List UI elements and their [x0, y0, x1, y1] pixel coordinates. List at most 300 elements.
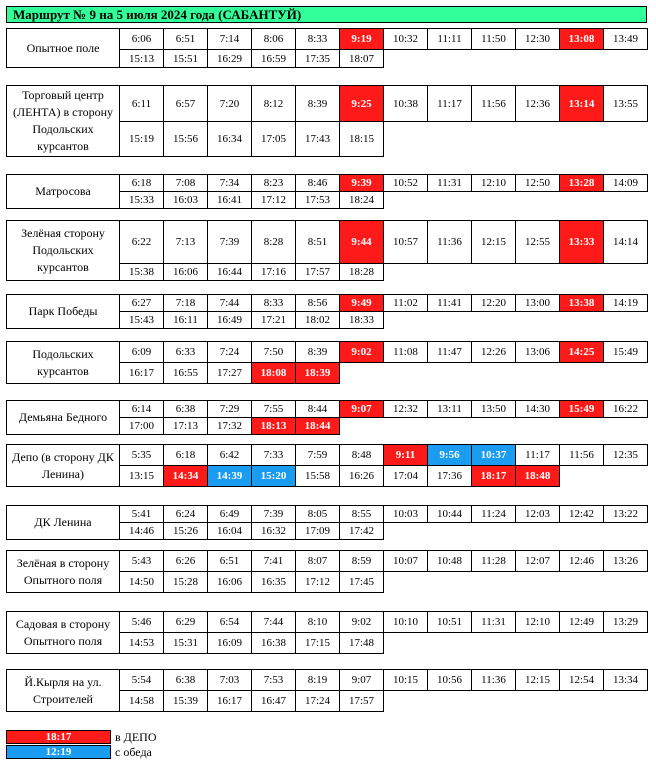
time-cell: 11:11	[428, 29, 472, 50]
time-cell: 6:24	[164, 506, 208, 523]
time-cell: 11:56	[472, 86, 516, 122]
empty-cell	[604, 523, 648, 540]
time-cell: 18:28	[340, 264, 384, 281]
time-cell: 9:56	[428, 445, 472, 466]
time-cell: 12:36	[516, 86, 560, 122]
empty-cell	[560, 691, 604, 712]
time-cell: 12:49	[560, 612, 604, 633]
empty-cell	[472, 523, 516, 540]
time-cell: 16:55	[164, 363, 208, 384]
time-cell: 8:55	[340, 506, 384, 523]
time-cell: 9:11	[384, 445, 428, 466]
time-cell: 16:03	[164, 192, 208, 209]
time-cell: 15:56	[164, 122, 208, 157]
time-cell: 13:15	[120, 466, 164, 487]
time-cell: 14:09	[604, 175, 648, 192]
time-cell: 9:02	[340, 342, 384, 363]
empty-cell	[560, 523, 604, 540]
time-cell: 18:17	[472, 466, 516, 487]
time-cell: 12:42	[560, 506, 604, 523]
empty-cell	[472, 418, 516, 435]
time-cell: 18:24	[340, 192, 384, 209]
time-cell: 6:42	[208, 445, 252, 466]
empty-cell	[472, 312, 516, 329]
time-cell: 15:20	[252, 466, 296, 487]
time-cell: 9:39	[340, 175, 384, 192]
time-cell: 5:43	[120, 551, 164, 572]
stop-name: Опытное поле	[7, 29, 120, 68]
time-cell: 7:59	[296, 445, 340, 466]
empty-cell	[560, 633, 604, 654]
empty-cell	[428, 122, 472, 157]
time-cell: 17:12	[296, 572, 340, 593]
time-cell: 11:02	[384, 295, 428, 312]
time-cell: 16:26	[340, 466, 384, 487]
stop-block	[6, 550, 648, 593]
time-cell: 17:32	[208, 418, 252, 435]
time-cell: 10:51	[428, 612, 472, 633]
time-cell: 11:50	[472, 29, 516, 50]
time-cell: 6:29	[164, 612, 208, 633]
time-cell: 13:49	[604, 29, 648, 50]
time-cell: 7:55	[252, 401, 296, 418]
time-cell: 15:51	[164, 50, 208, 68]
time-cell: 6:33	[164, 342, 208, 363]
time-cell: 13:28	[560, 175, 604, 192]
time-cell: 14:53	[120, 633, 164, 654]
time-cell: 7:33	[252, 445, 296, 466]
time-cell: 16:32	[252, 523, 296, 540]
stop-block	[6, 220, 648, 281]
time-cell: 17:12	[252, 192, 296, 209]
time-cell: 10:48	[428, 551, 472, 572]
time-cell: 12:03	[516, 506, 560, 523]
time-cell: 18:08	[252, 363, 296, 384]
time-cell: 8:46	[296, 175, 340, 192]
time-cell: 12:26	[472, 342, 516, 363]
time-cell: 9:07	[340, 670, 384, 691]
time-cell: 12:55	[516, 221, 560, 264]
time-cell: 7:13	[164, 221, 208, 264]
time-cell: 8:33	[296, 29, 340, 50]
time-cell: 17:45	[340, 572, 384, 593]
time-cell: 8:56	[296, 295, 340, 312]
stop-name: Демьяна Бедного	[7, 401, 120, 435]
time-cell: 8:28	[252, 221, 296, 264]
time-cell: 17:48	[340, 633, 384, 654]
time-cell: 16:09	[208, 633, 252, 654]
time-cell: 17:27	[208, 363, 252, 384]
time-cell: 6:38	[164, 670, 208, 691]
empty-cell	[428, 691, 472, 712]
time-cell: 17:00	[120, 418, 164, 435]
time-cell: 16:49	[208, 312, 252, 329]
empty-cell	[384, 633, 428, 654]
stop-name: Подольских курсантов	[7, 342, 120, 384]
stop-name: Й.Кырля на ул. Строителей	[7, 670, 120, 712]
time-cell: 10:57	[384, 221, 428, 264]
empty-cell	[472, 363, 516, 384]
stop-name: Парк Победы	[7, 295, 120, 329]
time-cell: 8:48	[340, 445, 384, 466]
time-cell: 7:03	[208, 670, 252, 691]
empty-cell	[472, 122, 516, 157]
empty-cell	[340, 363, 384, 384]
time-cell: 15:13	[120, 50, 164, 68]
time-cell: 13:38	[560, 295, 604, 312]
empty-cell	[560, 192, 604, 209]
time-cell: 14:46	[120, 523, 164, 540]
time-cell: 18:15	[340, 122, 384, 157]
empty-cell	[384, 50, 428, 68]
empty-cell	[516, 633, 560, 654]
time-cell: 16:17	[120, 363, 164, 384]
time-cell: 7:08	[164, 175, 208, 192]
time-cell: 18:33	[340, 312, 384, 329]
time-cell: 8:59	[340, 551, 384, 572]
time-cell: 10:15	[384, 670, 428, 691]
time-cell: 8:51	[296, 221, 340, 264]
empty-cell	[472, 633, 516, 654]
time-cell: 11:31	[472, 612, 516, 633]
time-cell: 8:07	[296, 551, 340, 572]
legend-swatch-red: 18:17	[6, 730, 111, 744]
time-cell: 17:42	[340, 523, 384, 540]
time-cell: 12:35	[604, 445, 648, 466]
time-cell: 10:10	[384, 612, 428, 633]
time-cell: 5:35	[120, 445, 164, 466]
time-cell: 10:56	[428, 670, 472, 691]
time-cell: 11:28	[472, 551, 516, 572]
time-cell: 15:28	[164, 572, 208, 593]
time-cell: 12:15	[472, 221, 516, 264]
time-cell: 16:38	[252, 633, 296, 654]
time-cell: 8:33	[252, 295, 296, 312]
empty-cell	[384, 691, 428, 712]
time-cell: 9:19	[340, 29, 384, 50]
stop-block	[6, 669, 648, 712]
empty-cell	[516, 523, 560, 540]
time-cell: 12:50	[516, 175, 560, 192]
time-cell: 14:39	[208, 466, 252, 487]
time-cell: 11:47	[428, 342, 472, 363]
time-cell: 11:31	[428, 175, 472, 192]
time-cell: 8:23	[252, 175, 296, 192]
time-cell: 16:41	[208, 192, 252, 209]
stop-block	[6, 28, 648, 68]
time-cell: 6:09	[120, 342, 164, 363]
empty-cell	[472, 192, 516, 209]
empty-cell	[472, 264, 516, 281]
time-cell: 7:34	[208, 175, 252, 192]
time-cell: 7:14	[208, 29, 252, 50]
legend-label: с обеда	[115, 745, 152, 759]
empty-cell	[516, 363, 560, 384]
time-cell: 18:13	[252, 418, 296, 435]
time-cell: 17:13	[164, 418, 208, 435]
empty-cell	[428, 264, 472, 281]
time-cell: 15:38	[120, 264, 164, 281]
time-cell: 6:22	[120, 221, 164, 264]
time-cell: 16:35	[252, 572, 296, 593]
time-cell: 17:35	[296, 50, 340, 68]
time-cell: 17:57	[340, 691, 384, 712]
time-cell: 7:39	[208, 221, 252, 264]
time-cell: 10:52	[384, 175, 428, 192]
time-cell: 6:51	[164, 29, 208, 50]
empty-cell	[384, 312, 428, 329]
time-cell: 13:50	[472, 401, 516, 418]
empty-cell	[560, 363, 604, 384]
stop-block	[6, 611, 648, 654]
empty-cell	[516, 122, 560, 157]
time-cell: 14:19	[604, 295, 648, 312]
time-cell: 16:06	[208, 572, 252, 593]
empty-cell	[428, 192, 472, 209]
time-cell: 8:19	[296, 670, 340, 691]
time-cell: 17:43	[296, 122, 340, 157]
empty-cell	[340, 418, 384, 435]
empty-cell	[604, 312, 648, 329]
time-cell: 13:34	[604, 670, 648, 691]
time-cell: 15:26	[164, 523, 208, 540]
legend-swatch-blue: 12:19	[6, 745, 111, 759]
time-cell: 17:09	[296, 523, 340, 540]
empty-cell	[516, 691, 560, 712]
time-cell: 16:44	[208, 264, 252, 281]
time-cell: 8:06	[252, 29, 296, 50]
stop-name: Торговый центр (ЛЕНТА) в сторону Подольских курсантов	[7, 86, 120, 157]
time-cell: 13:22	[604, 506, 648, 523]
stop-name: Зелёная сторону Подольских курсантов	[7, 221, 120, 281]
time-cell: 5:54	[120, 670, 164, 691]
time-cell: 12:32	[384, 401, 428, 418]
time-cell: 16:22	[604, 401, 648, 418]
empty-cell	[604, 50, 648, 68]
time-cell: 16:47	[252, 691, 296, 712]
stop-name: Матросова	[7, 175, 120, 209]
empty-cell	[604, 192, 648, 209]
time-cell: 16:59	[252, 50, 296, 68]
empty-cell	[472, 572, 516, 593]
empty-cell	[560, 264, 604, 281]
empty-cell	[604, 572, 648, 593]
time-cell: 6:38	[164, 401, 208, 418]
empty-cell	[604, 264, 648, 281]
time-cell: 14:25	[560, 342, 604, 363]
time-cell: 6:26	[164, 551, 208, 572]
empty-cell	[560, 418, 604, 435]
time-cell: 15:49	[560, 401, 604, 418]
time-cell: 14:14	[604, 221, 648, 264]
time-cell: 17:16	[252, 264, 296, 281]
time-cell: 12:10	[516, 612, 560, 633]
time-cell: 9:02	[340, 612, 384, 633]
empty-cell	[516, 418, 560, 435]
time-cell: 11:17	[428, 86, 472, 122]
time-cell: 16:29	[208, 50, 252, 68]
empty-cell	[384, 572, 428, 593]
empty-cell	[604, 363, 648, 384]
time-cell: 13:11	[428, 401, 472, 418]
time-cell: 10:38	[384, 86, 428, 122]
empty-cell	[472, 691, 516, 712]
time-cell: 10:32	[384, 29, 428, 50]
time-cell: 10:37	[472, 445, 516, 466]
time-cell: 14:58	[120, 691, 164, 712]
stop-block	[6, 505, 648, 540]
time-cell: 18:02	[296, 312, 340, 329]
stop-block	[6, 294, 648, 329]
time-cell: 13:33	[560, 221, 604, 264]
time-cell: 8:12	[252, 86, 296, 122]
time-cell: 9:49	[340, 295, 384, 312]
time-cell: 6:51	[208, 551, 252, 572]
empty-cell	[560, 312, 604, 329]
time-cell: 6:49	[208, 506, 252, 523]
time-cell: 10:07	[384, 551, 428, 572]
time-cell: 7:39	[252, 506, 296, 523]
time-cell: 6:14	[120, 401, 164, 418]
empty-cell	[384, 192, 428, 209]
time-cell: 12:54	[560, 670, 604, 691]
time-cell: 7:44	[252, 612, 296, 633]
empty-cell	[428, 418, 472, 435]
stop-block	[6, 444, 648, 487]
time-cell: 8:44	[296, 401, 340, 418]
legend-label: в ДЕПО	[115, 730, 157, 744]
time-cell: 13:06	[516, 342, 560, 363]
stop-name: Депо (в сторону ДК Ленина)	[7, 445, 120, 487]
time-cell: 16:04	[208, 523, 252, 540]
empty-cell	[604, 466, 648, 487]
stop-block	[6, 341, 648, 384]
time-cell: 18:48	[516, 466, 560, 487]
time-cell: 10:03	[384, 506, 428, 523]
time-cell: 17:53	[296, 192, 340, 209]
empty-cell	[516, 264, 560, 281]
empty-cell	[604, 691, 648, 712]
time-cell: 11:08	[384, 342, 428, 363]
stop-block	[6, 400, 648, 435]
stop-name: ДК Ленина	[7, 506, 120, 540]
empty-cell	[428, 50, 472, 68]
time-cell: 15:43	[120, 312, 164, 329]
empty-cell	[384, 264, 428, 281]
stop-block	[6, 174, 648, 209]
time-cell: 15:49	[604, 342, 648, 363]
time-cell: 12:46	[560, 551, 604, 572]
time-cell: 13:26	[604, 551, 648, 572]
time-cell: 7:50	[252, 342, 296, 363]
time-cell: 8:39	[296, 86, 340, 122]
time-cell: 16:06	[164, 264, 208, 281]
time-cell: 7:41	[252, 551, 296, 572]
time-cell: 7:44	[208, 295, 252, 312]
time-cell: 13:08	[560, 29, 604, 50]
time-cell: 12:20	[472, 295, 516, 312]
time-cell: 16:34	[208, 122, 252, 157]
time-cell: 17:05	[252, 122, 296, 157]
empty-cell	[384, 363, 428, 384]
time-cell: 15:19	[120, 122, 164, 157]
time-cell: 7:24	[208, 342, 252, 363]
time-cell: 7:29	[208, 401, 252, 418]
empty-cell	[428, 523, 472, 540]
page-title: Маршрут № 9 на 5 июля 2024 года (САБАНТУЙ)	[6, 6, 647, 23]
empty-cell	[428, 633, 472, 654]
time-cell: 13:00	[516, 295, 560, 312]
time-cell: 11:24	[472, 506, 516, 523]
time-cell: 15:31	[164, 633, 208, 654]
time-cell: 18:07	[340, 50, 384, 68]
empty-cell	[604, 418, 648, 435]
time-cell: 12:30	[516, 29, 560, 50]
empty-cell	[472, 50, 516, 68]
empty-cell	[428, 572, 472, 593]
time-cell: 15:58	[296, 466, 340, 487]
time-cell: 11:17	[516, 445, 560, 466]
time-cell: 7:18	[164, 295, 208, 312]
time-cell: 6:18	[120, 175, 164, 192]
time-cell: 18:39	[296, 363, 340, 384]
time-cell: 6:11	[120, 86, 164, 122]
time-cell: 15:33	[120, 192, 164, 209]
time-cell: 10:44	[428, 506, 472, 523]
empty-cell	[516, 192, 560, 209]
time-cell: 6:57	[164, 86, 208, 122]
time-cell: 6:06	[120, 29, 164, 50]
stop-block	[6, 85, 648, 157]
time-cell: 6:18	[164, 445, 208, 466]
time-cell: 16:11	[164, 312, 208, 329]
empty-cell	[604, 633, 648, 654]
empty-cell	[384, 122, 428, 157]
time-cell: 9:25	[340, 86, 384, 122]
time-cell: 11:36	[472, 670, 516, 691]
time-cell: 17:57	[296, 264, 340, 281]
time-cell: 17:21	[252, 312, 296, 329]
empty-cell	[428, 312, 472, 329]
time-cell: 7:20	[208, 86, 252, 122]
empty-cell	[560, 122, 604, 157]
time-cell: 7:53	[252, 670, 296, 691]
time-cell: 12:07	[516, 551, 560, 572]
time-cell: 8:05	[296, 506, 340, 523]
time-cell: 9:07	[340, 401, 384, 418]
stop-name: Зелёная в сторону Опытного поля	[7, 551, 120, 593]
empty-cell	[604, 122, 648, 157]
time-cell: 8:10	[296, 612, 340, 633]
stop-name: Садовая в сторону Опытного поля	[7, 612, 120, 654]
empty-cell	[516, 572, 560, 593]
time-cell: 9:44	[340, 221, 384, 264]
time-cell: 6:27	[120, 295, 164, 312]
time-cell: 5:46	[120, 612, 164, 633]
time-cell: 13:14	[560, 86, 604, 122]
time-cell: 8:39	[296, 342, 340, 363]
time-cell: 14:50	[120, 572, 164, 593]
empty-cell	[560, 50, 604, 68]
time-cell: 11:56	[560, 445, 604, 466]
time-cell: 15:39	[164, 691, 208, 712]
time-cell: 17:15	[296, 633, 340, 654]
time-cell: 16:17	[208, 691, 252, 712]
empty-cell	[384, 418, 428, 435]
empty-cell	[560, 466, 604, 487]
time-cell: 5:41	[120, 506, 164, 523]
time-cell: 14:34	[164, 466, 208, 487]
